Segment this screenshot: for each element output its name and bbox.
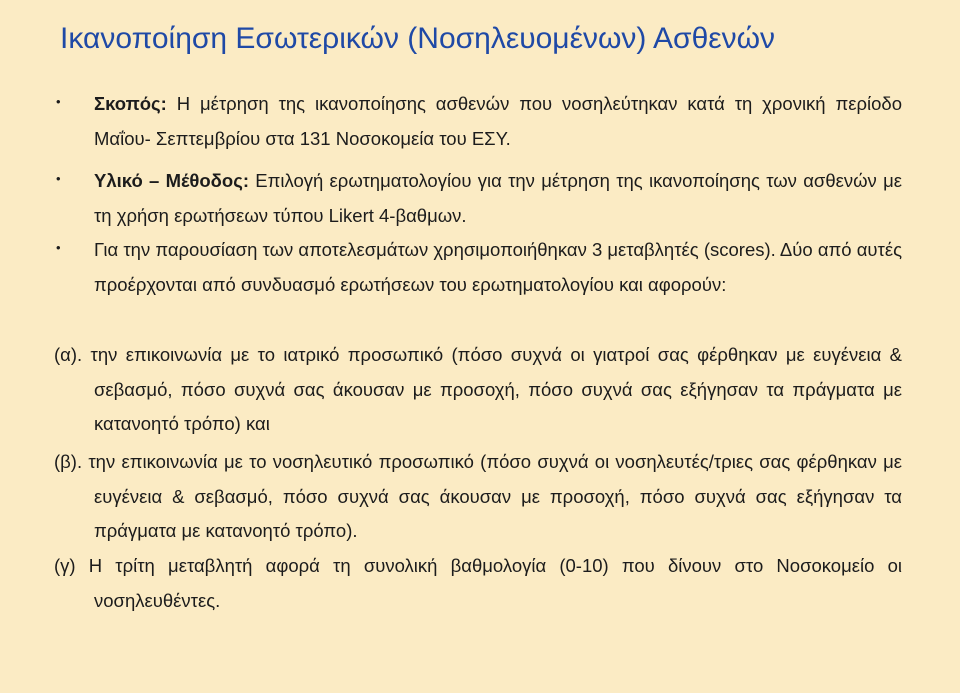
bullet-text: Επιλογή ερωτηματολογίου για την μέτρηση της ικανοποίησης των ασθενών με τη χρήση ερωτήσεων τύπου Likert 4-βαθμων. [94,170,902,226]
bullet-text: Για την παρουσίαση των αποτελεσμάτων χρησιμοποιήθηκαν 3 μεταβλητές (scores). Δύο από αυτές προέρχονται από συνδυασμό ερωτήσεων του ερωτηματολογίου και αφορούν: [94,239,902,295]
bullet-method [56,164,902,233]
bullet-variables [56,233,902,302]
bullet-dot-icon: • [56,240,61,255]
slide-title: Ικανοποίηση Εσωτερικών (Νοσηλευομένων) Ασθενών [60,22,776,55]
bullet-dot-icon: • [56,171,61,186]
item-text: (β). την επικοινωνία με το νοσηλευτικό προσωπικό (πόσο συχνά οι νοσηλευτές/τριες σας φέρθηκαν με ευγένεια & σεβασμό, πόσο συχνά σας άκουσαν με προσοχή, πόσο συχνά σας εξήγησαν τα πράγματα με κατανοητό τρόπο). [54,451,902,541]
bullet-purpose [56,87,902,156]
bullet-label: Υλικό – Μέθοδος: [94,170,249,191]
item-alpha [54,338,902,442]
bullet-label: Σκοπός: [94,93,167,114]
bullet-dot-icon: • [56,94,61,109]
item-gamma [54,549,902,618]
item-beta [54,445,902,549]
item-text: (α). την επικοινωνία με το ιατρικό προσωπικό (πόσο συχνά οι γιατροί σας φέρθηκαν με ευγένεια & σεβασμό, πόσο συχνά σας άκουσαν με προσοχή, πόσο συχνά σας εξήγησαν τα πράγματα με κατανοητό τρόπο) και [54,344,902,434]
bullet-text: Η μέτρηση της ικανοποίησης ασθενών που νοσηλεύτηκαν κατά τη χρονική περίοδο Μαΐου- Σεπτεμβρίου στα 131 Νοσοκομεία του ΕΣΥ. [94,93,902,149]
item-text: (γ) Η τρίτη μεταβλητή αφορά τη συνολική βαθμολογία (0-10) που δίνουν στο Νοσοκομείο οι νοσηλευθέντες. [54,555,902,611]
